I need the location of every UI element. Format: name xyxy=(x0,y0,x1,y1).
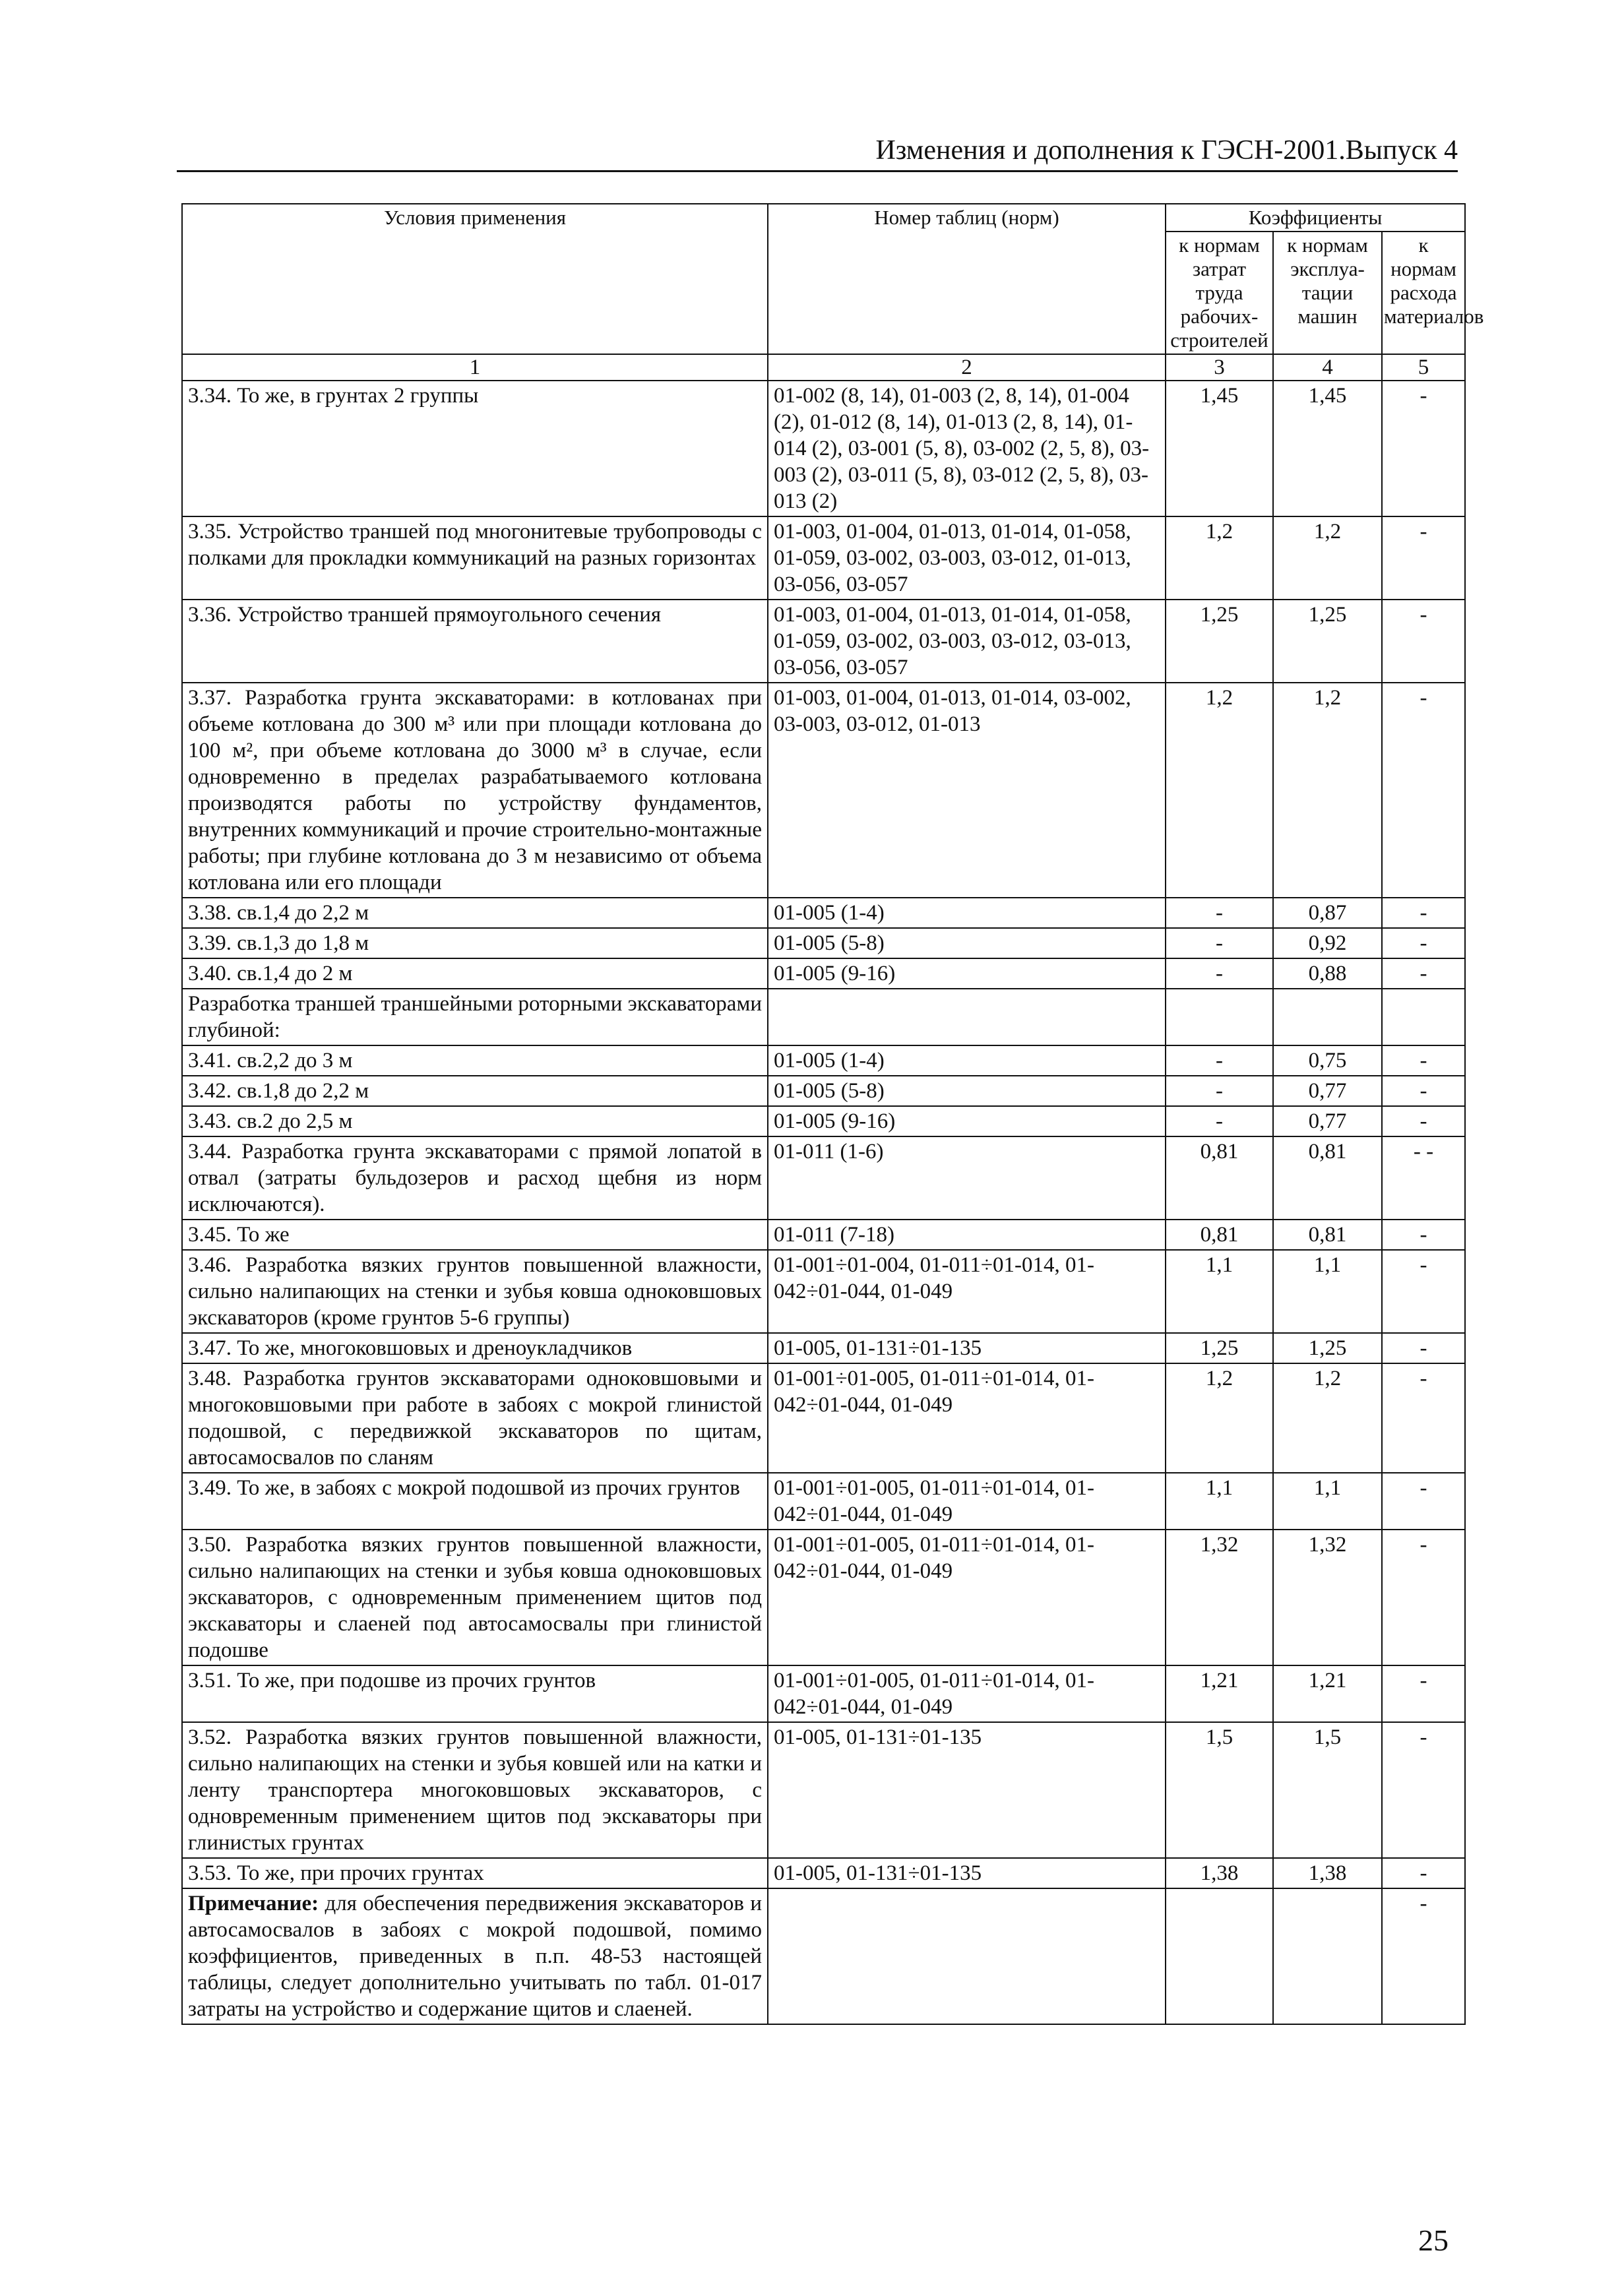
column-number: 2 xyxy=(768,354,1166,381)
header-coefficients: Коэффициенты xyxy=(1166,204,1465,232)
table-row xyxy=(182,1076,1465,1106)
machine-coeff-cell xyxy=(1273,989,1382,1045)
machine-coeff-cell: 1,38 xyxy=(1273,1858,1382,1888)
column-number: 3 xyxy=(1166,354,1273,381)
page-header-title: Изменения и дополнения к ГЭСН-2001.Выпуск 4 xyxy=(875,135,1458,166)
labor-coeff-cell: 1,2 xyxy=(1166,516,1273,600)
condition-cell: 3.51. То же, при подошве из прочих грунтов xyxy=(182,1665,768,1722)
table-row xyxy=(182,1473,1465,1530)
condition-cell: 3.35. Устройство траншей под многонитевые трубопроводы с полками для прокладки коммуникаций на разных горизонтах xyxy=(182,516,768,600)
table-row xyxy=(182,1333,1465,1363)
labor-coeff-cell: - xyxy=(1166,1106,1273,1136)
condition-cell: 3.42. св.1,8 до 2,2 м xyxy=(182,1076,768,1106)
table-row xyxy=(182,928,1465,958)
material-coeff-cell xyxy=(1382,989,1465,1045)
table-numbers-cell: 01-001÷01-005, 01-011÷01-014, 01-042÷01-044, 01-049 xyxy=(768,1665,1166,1722)
machine-coeff-cell: 0,88 xyxy=(1273,958,1382,989)
material-coeff-cell: - xyxy=(1382,1076,1465,1106)
machine-coeff-cell: 0,77 xyxy=(1273,1106,1382,1136)
material-coeff-cell: - xyxy=(1382,381,1465,516)
machine-coeff-cell: 0,92 xyxy=(1273,928,1382,958)
material-coeff-cell: - xyxy=(1382,516,1465,600)
table-numbers-cell: 01-005 (9-16) xyxy=(768,958,1166,989)
column-number-row xyxy=(182,354,1465,381)
machine-coeff-cell: 1,32 xyxy=(1273,1530,1382,1665)
labor-coeff-cell: 1,32 xyxy=(1166,1530,1273,1665)
table-row xyxy=(182,1665,1465,1722)
machine-coeff-cell: 1,5 xyxy=(1273,1722,1382,1858)
machine-coeff-cell: 1,2 xyxy=(1273,683,1382,898)
condition-cell: 3.49. То же, в забоях с мокрой подошвой из прочих грунтов xyxy=(182,1473,768,1530)
note-materials-cell: - xyxy=(1382,1888,1465,2024)
header-material-norms: к нормам расхода материалов xyxy=(1382,232,1465,354)
machine-coeff-cell: 1,21 xyxy=(1273,1665,1382,1722)
header-table-numbers: Номер таблиц (норм) xyxy=(768,204,1166,354)
labor-coeff-cell: 1,25 xyxy=(1166,600,1273,683)
table-row xyxy=(182,989,1465,1045)
material-coeff-cell: - xyxy=(1382,1722,1465,1858)
labor-coeff-cell: 1,21 xyxy=(1166,1665,1273,1722)
table-numbers-cell: 01-005, 01-131÷01-135 xyxy=(768,1333,1166,1363)
table-row xyxy=(182,1250,1465,1333)
machine-coeff-cell: 1,2 xyxy=(1273,1363,1382,1473)
table-numbers-cell: 01-002 (8, 14), 01-003 (2, 8, 14), 01-004 (2), 01-012 (8, 14), 01-013 (2, 8, 14), 01-014 (2), 03-001 (5, 8), 03-002 (2, 5, 8), 03-003 (2), 03-011 (5, 8), 03-012 (2, 5, 8), 03-013 (2) xyxy=(768,381,1166,516)
machine-coeff-cell: 0,81 xyxy=(1273,1220,1382,1250)
table-numbers-cell: 01-003, 01-004, 01-013, 01-014, 01-058, 01-059, 03-002, 03-003, 03-012, 03-013, 03-056, 03-057 xyxy=(768,600,1166,683)
machine-coeff-cell: 1,1 xyxy=(1273,1473,1382,1530)
header-divider xyxy=(177,170,1458,172)
table-row xyxy=(182,381,1465,516)
labor-coeff-cell: 0,81 xyxy=(1166,1220,1273,1250)
material-coeff-cell: - xyxy=(1382,928,1465,958)
table-numbers-cell: 01-001÷01-004, 01-011÷01-014, 01-042÷01-044, 01-049 xyxy=(768,1250,1166,1333)
material-coeff-cell: - xyxy=(1382,1045,1465,1076)
machine-coeff-cell: 1,1 xyxy=(1273,1250,1382,1333)
machine-coeff-cell: 0,77 xyxy=(1273,1076,1382,1106)
note-machines-cell xyxy=(1273,1888,1382,2024)
note-label: Примечание: xyxy=(188,1892,319,1915)
condition-cell: 3.48. Разработка грунтов экскаваторами одноковшовыми и многоковшовыми при работе в забоях с мокрой глинистой подошвой, с передвижкой экскаваторов по щитам, автосамосвалов по сланям xyxy=(182,1363,768,1473)
table-numbers-cell: 01-005, 01-131÷01-135 xyxy=(768,1722,1166,1858)
column-number: 4 xyxy=(1273,354,1382,381)
note-row xyxy=(182,1888,1465,2024)
condition-cell: 3.37. Разработка грунта экскаваторами: в котлованах при объеме котлована до 300 м³ или при площади котлована до 100 м², при объеме котлована до 3000 м³ в случае, если одновременно в пределах разрабатываемого котлована производятся работы по устройству фундаментов, внутренних коммуникаций и прочие строительно-монтажные работы; при глубине котлована до 3 м независимо от объема котлована или его площади xyxy=(182,683,768,898)
machine-coeff-cell: 1,2 xyxy=(1273,516,1382,600)
table-row xyxy=(182,516,1465,600)
table-numbers-cell: 01-003, 01-004, 01-013, 01-014, 03-002, 03-003, 03-012, 01-013 xyxy=(768,683,1166,898)
condition-cell: 3.43. св.2 до 2,5 м xyxy=(182,1106,768,1136)
material-coeff-cell: - xyxy=(1382,1858,1465,1888)
machine-coeff-cell: 1,25 xyxy=(1273,600,1382,683)
table-row xyxy=(182,1136,1465,1220)
material-coeff-cell: - xyxy=(1382,958,1465,989)
table-numbers-cell: 01-005 (1-4) xyxy=(768,1045,1166,1076)
labor-coeff-cell xyxy=(1166,989,1273,1045)
table-numbers-cell: 01-005 (1-4) xyxy=(768,898,1166,928)
table-row xyxy=(182,1530,1465,1665)
material-coeff-cell: - xyxy=(1382,1363,1465,1473)
coefficients-table xyxy=(181,203,1484,2025)
material-coeff-cell: - xyxy=(1382,1250,1465,1333)
machine-coeff-cell: 0,81 xyxy=(1273,1136,1382,1220)
labor-coeff-cell: 1,2 xyxy=(1166,683,1273,898)
table-row xyxy=(182,1722,1465,1858)
machine-coeff-cell: 0,75 xyxy=(1273,1045,1382,1076)
table-numbers-cell: 01-003, 01-004, 01-013, 01-014, 01-058, 01-059, 03-002, 03-003, 03-012, 01-013, 03-056, 03-057 xyxy=(768,516,1166,600)
condition-cell: 3.50. Разработка вязких грунтов повышенной влажности, сильно налипающих на стенки и зубья ковша одноковшовых экскаваторов, с одновременным применением щитов под экскаваторы и слаеней под автосамосвалы при глинистой подошве xyxy=(182,1530,768,1665)
header-machine-norms: к нормам эксплуа-тации машин xyxy=(1273,232,1382,354)
material-coeff-cell: - xyxy=(1382,1106,1465,1136)
table-numbers-cell: 01-005 (5-8) xyxy=(768,928,1166,958)
table-numbers-cell: 01-005, 01-131÷01-135 xyxy=(768,1858,1166,1888)
table-numbers-cell: 01-005 (9-16) xyxy=(768,1106,1166,1136)
condition-cell: 3.34. То же, в грунтах 2 группы xyxy=(182,381,768,516)
labor-coeff-cell: 0,81 xyxy=(1166,1136,1273,1220)
material-coeff-cell: - xyxy=(1382,1473,1465,1530)
table-numbers-cell xyxy=(768,989,1166,1045)
header-labor-norms: к нормам затрат труда рабочих-строителей xyxy=(1166,232,1273,354)
material-coeff-cell: - xyxy=(1382,1220,1465,1250)
labor-coeff-cell: 1,38 xyxy=(1166,1858,1273,1888)
condition-cell: 3.38. св.1,4 до 2,2 м xyxy=(182,898,768,928)
labor-coeff-cell: 1,2 xyxy=(1166,1363,1273,1473)
column-number: 1 xyxy=(182,354,768,381)
table-row xyxy=(182,958,1465,989)
note-tables-cell xyxy=(768,1888,1166,2024)
table-row xyxy=(182,683,1465,898)
labor-coeff-cell: 1,45 xyxy=(1166,381,1273,516)
material-coeff-cell: - xyxy=(1382,1333,1465,1363)
condition-cell: 3.41. св.2,2 до 3 м xyxy=(182,1045,768,1076)
header-conditions: Условия применения xyxy=(182,204,768,354)
condition-cell: 3.44. Разработка грунта экскаваторами с прямой лопатой в отвал (затраты бульдозеров и расход щебня из норм исключаются). xyxy=(182,1136,768,1220)
table-row xyxy=(182,1858,1465,1888)
labor-coeff-cell: - xyxy=(1166,898,1273,928)
labor-coeff-cell: - xyxy=(1166,958,1273,989)
table-numbers-cell: 01-011 (1-6) xyxy=(768,1136,1166,1220)
machine-coeff-cell: 0,87 xyxy=(1273,898,1382,928)
table-row xyxy=(182,1106,1465,1136)
material-coeff-cell: - xyxy=(1382,683,1465,898)
material-coeff-cell: - xyxy=(1382,600,1465,683)
table-body xyxy=(182,381,1465,1888)
table-numbers-cell: 01-001÷01-005, 01-011÷01-014, 01-042÷01-044, 01-049 xyxy=(768,1473,1166,1530)
table-row xyxy=(182,1363,1465,1473)
condition-cell: 3.47. То же, многоковшовых и дреноукладчиков xyxy=(182,1333,768,1363)
table-row xyxy=(182,600,1465,683)
condition-cell: 3.46. Разработка вязких грунтов повышенной влажности, сильно налипающих на стенки и зубья ковша одноковшовых экскаваторов (кроме грунтов 5-6 группы) xyxy=(182,1250,768,1333)
table-numbers-cell: 01-005 (5-8) xyxy=(768,1076,1166,1106)
labor-coeff-cell: 1,5 xyxy=(1166,1722,1273,1858)
table-row xyxy=(182,1220,1465,1250)
labor-coeff-cell: 1,1 xyxy=(1166,1473,1273,1530)
table-numbers-cell: 01-001÷01-005, 01-011÷01-014, 01-042÷01-044, 01-049 xyxy=(768,1530,1166,1665)
table-row xyxy=(182,1045,1465,1076)
labor-coeff-cell: 1,25 xyxy=(1166,1333,1273,1363)
labor-coeff-cell: 1,1 xyxy=(1166,1250,1273,1333)
condition-cell: 3.36. Устройство траншей прямоугольного сечения xyxy=(182,600,768,683)
condition-cell: 3.45. То же xyxy=(182,1220,768,1250)
condition-cell: 3.39. св.1,3 до 1,8 м xyxy=(182,928,768,958)
note-text: для обеспечения передвижения экскаваторов и автосамосвалов в забоях с мокрой подошвой, помимо коэффициентов, приведенных в п.п. 48-53 настоящей таблицы, следует дополнительно учитывать по табл. 01-017 затраты на устройство и содержание щитов и слаеней. xyxy=(188,1892,762,2021)
column-number: 5 xyxy=(1382,354,1465,381)
labor-coeff-cell: - xyxy=(1166,928,1273,958)
condition-cell: 3.53. То же, при прочих грунтах xyxy=(182,1858,768,1888)
material-coeff-cell: - xyxy=(1382,898,1465,928)
condition-cell: 3.40. св.1,4 до 2 м xyxy=(182,958,768,989)
note-labor-cell xyxy=(1166,1888,1273,2024)
labor-coeff-cell: - xyxy=(1166,1076,1273,1106)
note-cell xyxy=(182,1888,768,2024)
labor-coeff-cell: - xyxy=(1166,1045,1273,1076)
page-number: 25 xyxy=(1418,2223,1449,2257)
condition-cell: 3.52. Разработка вязких грунтов повышенной влажности, сильно налипающих на стенки и зубья ковшей или на катки и ленту транспортера многоковшовых экскаваторов, с одновременным применением щитов под экскаваторы при глинистых грунтах xyxy=(182,1722,768,1858)
material-coeff-cell: - - xyxy=(1382,1136,1465,1220)
material-coeff-cell: - xyxy=(1382,1665,1465,1722)
machine-coeff-cell: 1,25 xyxy=(1273,1333,1382,1363)
machine-coeff-cell: 1,45 xyxy=(1273,381,1382,516)
table-numbers-cell: 01-011 (7-18) xyxy=(768,1220,1166,1250)
table-numbers-cell: 01-001÷01-005, 01-011÷01-014, 01-042÷01-044, 01-049 xyxy=(768,1363,1166,1473)
condition-cell: Разработка траншей траншейными роторными экскаваторами глубиной: xyxy=(182,989,768,1045)
material-coeff-cell: - xyxy=(1382,1530,1465,1665)
table-row xyxy=(182,898,1465,928)
